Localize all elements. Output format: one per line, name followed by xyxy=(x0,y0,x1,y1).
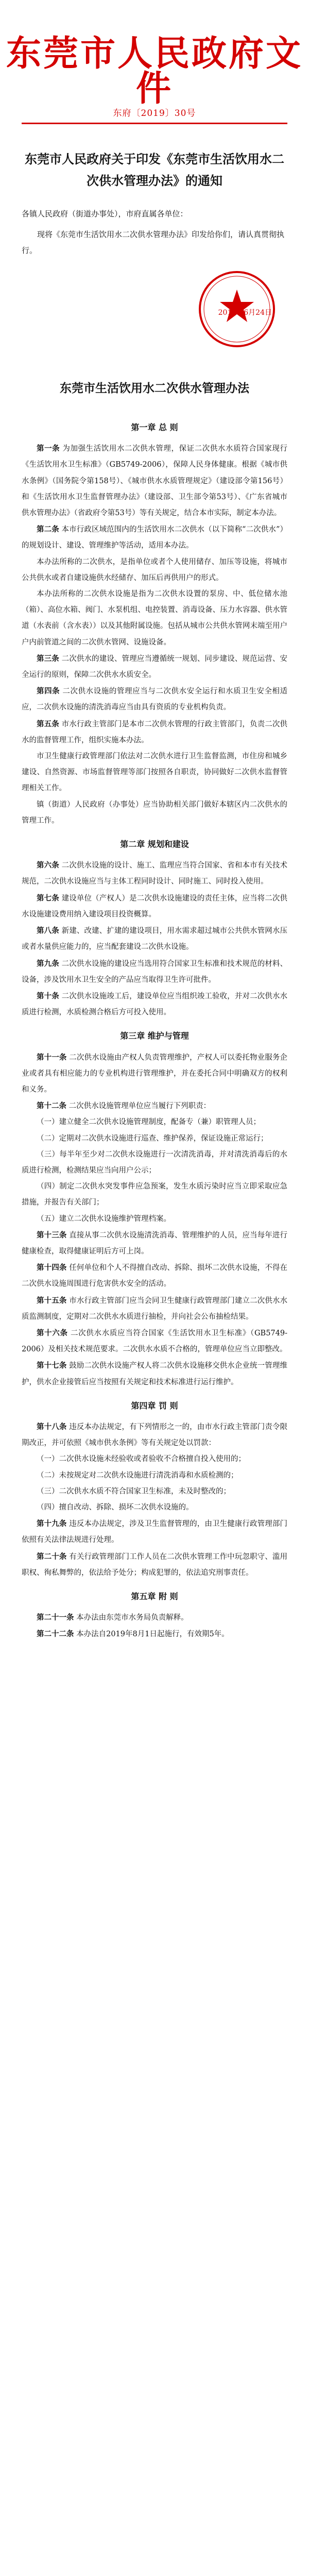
article-paragraph: 第十四条 任何单位和个人不得擅自改动、拆除、损坏二次供水设施，不得在二次供水设施周围进行危害供水安全的活动。 xyxy=(22,1263,288,1289)
article-number: 第九条 xyxy=(37,959,59,968)
article-number: 第十八条 xyxy=(37,1422,67,1431)
article-paragraph: 第十七条 鼓励二次供水设施产权人将二次供水设施移交供水企业统一管理维护，供水企业接管后应当按照有关规定和技术标准进行运行维护。 xyxy=(22,1361,288,1386)
article-paragraph: 第一条 为加强生活饮用水二次供水管理，保证二次供水水质符合国家现行《生活饮用水卫生标准》（GB5749-2006），保障人民身体健康。根据《城市供水条例》（国务院令第158号）、《城市供水水质管理规定》（建设部令第156号）和《生活饮用水卫生监督管理办法》（建设部、卫生部令第53号）、《广东省城市供水管理办法》（省政府令第53号）等有关规定，结合本市实际，制定本办法。 xyxy=(22,444,288,518)
article-paragraph: 第十条 二次供水设施竣工后，建设单位应当组织竣工验收，并对二次供水水质进行检测，水质检测合格后方可投入使用。 xyxy=(22,991,288,1017)
article-paragraph: （一）建立健全二次供水设施管理制度，配备专（兼）职管理人员； xyxy=(37,1118,261,1127)
article-paragraph: （三）每半年至少对二次供水设施进行一次清洗消毒，并对清洗消毒后的水质进行检测，检测结果应当向用户公示； xyxy=(22,1150,287,1175)
chapter-heading: 第三章 维护与管理 xyxy=(120,1031,189,1041)
article-number: 第十九条 xyxy=(37,1519,67,1529)
article-paragraph: 第十六条 二次供水水质应当符合国家《生活饮用水卫生标准》（GB5749-2006）及相关技术规范要求。二次供水水质不合格的，管理单位应当立即整改。 xyxy=(22,1328,287,1354)
article-number: 第二条 xyxy=(37,525,59,534)
article-number: 第十三条 xyxy=(37,1230,67,1240)
regulation-title: 东莞市生活饮用水二次供水管理办法 xyxy=(60,381,249,395)
chapter-heading: 第五章 附 则 xyxy=(131,1591,178,1602)
article-paragraph: （一）二次供水设施未经验收或者验收不合格擅自投入使用的； xyxy=(37,1455,246,1464)
article-number: 第十五条 xyxy=(37,1296,67,1305)
article-paragraph: 第十一条 二次供水设施由产权人负责管理维护，产权人可以委托物业服务企业或者具有相应能力的专业机构进行管理维护，并在委托合同中明确双方的权利和义务。 xyxy=(22,1053,288,1094)
masthead: 东莞市人民政府文件 xyxy=(6,33,303,109)
article-number: 第十二条 xyxy=(37,1101,66,1111)
article-paragraph: 第十八条 违反本办法规定，有下列情形之一的，由市水行政主管部门责令限期改正，并可依照《城市供水条例》等有关规定处以罚款： xyxy=(22,1422,288,1448)
article-number: 第三条 xyxy=(37,654,59,663)
article-paragraph: 镇（街道）人民政府（办事处）应当协助相关部门做好本辖区内二次供水的管理工作。 xyxy=(22,800,287,825)
article-paragraph: 第九条 二次供水设施的建设应当选用符合国家卫生标准和技术规范的材料、设备，涉及饮用水卫生安全的产品应当取得卫生许可批件。 xyxy=(22,959,288,984)
article-number: 第五条 xyxy=(37,719,59,728)
article-number: 第十六条 xyxy=(37,1328,68,1337)
article-paragraph: 第六条 二次供水设施的设计、施工、监理应当符合国家、省和本市有关技术规范，二次供水设施应当与主体工程同时设计、同时施工、同时投入使用。 xyxy=(22,861,288,886)
article-paragraph: 第十二条 二次供水设施管理单位应当履行下列职责： xyxy=(37,1101,211,1111)
article-paragraph: 第二十条 有关行政管理部门工作人员在二次供水管理工作中玩忽职守、滥用职权、徇私舞弊的，依法给予处分；构成犯罪的，依法追究刑事责任。 xyxy=(22,1552,288,1577)
regulation-content xyxy=(22,412,287,1643)
article-number: 第二十条 xyxy=(37,1552,67,1561)
article-number: 第十条 xyxy=(37,991,59,1001)
article-paragraph: 第八条 新建、改建、扩建的建设项目，用水需求超过城市公共供水管网水压或者水量供应能力的，应当配套建设二次供水设施。 xyxy=(22,926,288,952)
article-paragraph: （四）擅自改动、拆除、损坏二次供水设施的。 xyxy=(37,1503,194,1512)
article-paragraph: （四）制定二次供水突发事件应急预案，发生水质污染时应当立即采取应急措施，并报告有关部门； xyxy=(22,1182,287,1207)
article-paragraph: 市卫生健康行政管理部门依法对二次供水进行卫生监督监测，市住房和城乡建设、自然资源、市场监督管理等部门按照各自职责，协同做好二次供水监督管理相关工作。 xyxy=(22,752,287,793)
article-number: 第十四条 xyxy=(37,1263,67,1273)
chapter-heading: 第二章 规划和建设 xyxy=(120,839,189,850)
red-divider xyxy=(22,123,287,124)
article-paragraph: 第十三条 直接从事二次供水设施清洗消毒、管理维护的人员，应当每年进行健康检查，取得健康证明后方可上岗。 xyxy=(22,1230,288,1256)
article-paragraph: （五）建立二次供水设施维护管理档案。 xyxy=(37,1214,171,1223)
article-paragraph: （三）二次供水水质不符合国家卫生标准，未及时整改的； xyxy=(37,1487,231,1496)
document-number: 东府〔2019〕30号 xyxy=(113,108,196,118)
article-paragraph: 第十九条 违反本办法规定，涉及卫生监督管理的，由卫生健康行政管理部门依照有关法律法规进行处理。 xyxy=(22,1519,288,1545)
article-paragraph: 第二十二条 本办法自2019年8月1日起施行，有效期5年。 xyxy=(37,1630,229,1639)
article-number: 第七条 xyxy=(37,893,59,903)
article-paragraph: 本办法所称的二次供水设施是指为二次供水设置的泵房、中、低位储水池（箱）、高位水箱、阀门、水泵机组、电控装置、消毒设备、压力水容器、供水管道（水表前（含水表））以及其他附属设施。包括从城市公共供水管网末端至用户户内前管道之间的二次供水管网、设施设备。 xyxy=(22,590,287,647)
article-paragraph: 第五条 市水行政主管部门是本市二次供水管理的行政主管部门，负责二次供水的监督管理工作，组织实施本办法。 xyxy=(22,719,288,744)
article-paragraph: 第三条 二次供水的建设、管理应当遵循统一规划、同步建设、规范运营、安全运行的原则，保障二次供水水质安全。 xyxy=(22,654,288,680)
article-paragraph: （二）定期对二次供水设施进行巡查、维护保养，保证设施正常运行； xyxy=(37,1134,268,1143)
article-number: 第二十二条 xyxy=(37,1630,74,1639)
addressee: 各镇人民政府（街道办事处），市府直属各单位： xyxy=(22,209,188,218)
signature-date: 2019年6月24日 xyxy=(218,309,272,317)
article-number: 第一条 xyxy=(37,444,60,453)
article-paragraph: 第二十一条 本办法由东莞市水务局负责解释。 xyxy=(37,1613,188,1622)
article-number: 第十一条 xyxy=(37,1053,67,1062)
article-paragraph: 第七条 建设单位（产权人）是二次供水设施建设的责任主体，应当将二次供水设施建设费用纳入建设项目投资概算。 xyxy=(22,893,288,919)
chapter-heading: 第四章 罚 则 xyxy=(131,1400,178,1411)
notice-body: 现将《东莞市生活饮用水二次供水管理办法》印发给你们，请认真贯彻执行。 xyxy=(22,230,285,255)
article-paragraph: 第十五条 市水行政主管部门应当会同卫生健康行政管理部门建立二次供水水质监测制度，定期对二次供水水质进行抽检，并向社会公布抽检结果。 xyxy=(22,1296,288,1321)
article-number: 第十七条 xyxy=(37,1361,67,1370)
notice-title: 东莞市人民政府关于印发《东莞市生活饮用水二次供水管理办法》的通知 xyxy=(25,151,284,188)
article-paragraph: 本办法所称的二次供水，是指单位或者个人使用储存、加压等设施，将城市公共供水或者自建设施供水经储存、加压后再供用户的形式。 xyxy=(22,557,287,582)
article-number: 第八条 xyxy=(37,926,59,936)
article-number: 第四条 xyxy=(37,687,60,696)
article-number: 第六条 xyxy=(37,861,59,870)
article-paragraph: 第二条 本市行政区域范围内的生活饮用水二次供水（以下简称“二次供水”）的规划设计、建设、管理维护等活动，适用本办法。 xyxy=(22,525,288,550)
article-paragraph: 第四条 二次供水设施的管理应当与二次供水安全运行和水质卫生安全相适应，二次供水设施的清洗消毒应当由具有资质的专业机构负责。 xyxy=(22,687,288,712)
chapter-heading: 第一章 总 则 xyxy=(131,422,178,432)
article-paragraph: （二）未按规定对二次供水设施进行清洗消毒和水质检测的； xyxy=(37,1471,238,1480)
article-number: 第二十一条 xyxy=(37,1613,74,1622)
